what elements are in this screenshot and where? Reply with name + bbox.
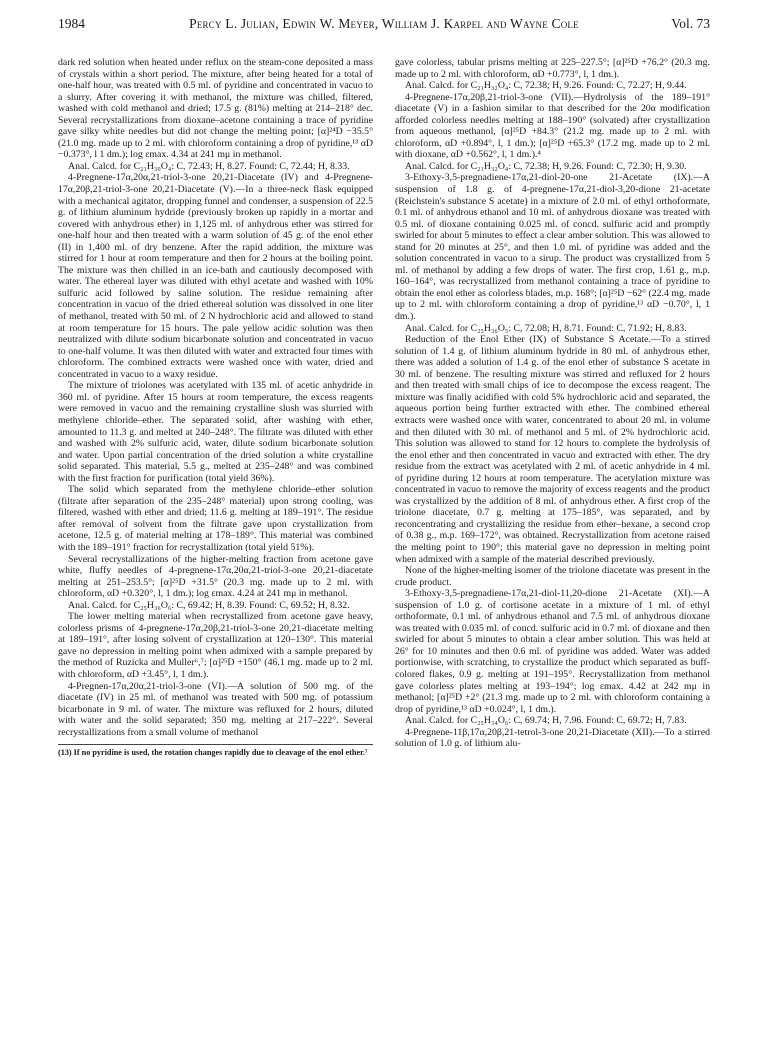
volume-number: Vol. 73: [671, 16, 710, 31]
left-column: [58, 57, 373, 758]
page-number: 1984: [58, 16, 85, 31]
right-column-paragraph: Anal. Calcd. for C₂₅H₃₄O₆: C, 69.74; H, 7.96. Found: C, 69.72; H, 7.83.: [405, 715, 687, 727]
left-column-paragraph: 4-Pregnene-17α,20α,21-triol-3-one 20,21-Diacetate (IV) and 4-Pregnene-17α,20β,21-triol-3-one 20,21-Diacetate (V).—In a three-neck flask equipped with a mechanical agitator, dropping funnel and condenser, a suspension of 22.5 g. of lithium aluminum hydride (previously broken up rapidly in a mortar and covered with anhydrous ether) in 1,125 ml. of anhydrous ether was stirred for one-half hour and then treated with a warm solution of 45 g. of the enol ether (II) in 1,400 ml. of dry benzene. After the rapid addition, the mixture was stirred for 1 hour at room temperature and then for 2 hours at the boiling point. The mixture was then chilled in an ice-bath and cautiously decomposed with water. The ethereal layer was diluted with ethyl acetate and washed with 10% sulfuric acid followed by saline solution. The residue remaining after concentration in vacuo of the dried ethereal solution was dissolved in one liter of methanol, treated with 50 ml. of 2 N hydrochloric acid and allowed to stand at room temperature for 15 hours. The pale yellow acidic solution was then neutralized with dilute sodium bicarbonate solution and concentrated in vacuo to one-half volume. It was then diluted with water and extracted four times with chloroform. The combined extracts were washed once with water, dried and concentrated in vacuo to a waxy residue.: [58, 172, 373, 380]
footnote: (13) If no pyridine is used, the rotation changes rapidly due to cleavage of the enol ether.⁷: [58, 744, 373, 758]
left-column-paragraph: dark red solution when heated under reflux on the steam-cone deposited a mass of crystals within a short period. The mixture, after being heated for a total of one-half hour, was treated with 0.5 ml. of pyridine and concentrated in vacuo to a slurry. After covering it with methanol, the mixture was chilled, filtered, washed with cold methanol and dried; 17.5 g. (81%) melting at 214–218° dec. Several recrystallizations from dioxane–acetone containing a trace of pyridine gave silky white needles but did not change the melting point; [α]²⁴D −35.5° (21.0 mg. made up to 2 ml. with chloroform containing a drop of pyridine,¹³ αD −0.373°, l 1 dm.); log εmax. 4.34 at 241 mμ in methanol.: [58, 57, 373, 161]
left-column-paragraph: Anal. Calcd. for C₂₁H₃₀O₄: C, 72.43; H, 8.27. Found: C, 72.44; H, 8.33.: [68, 160, 350, 172]
left-column-paragraph: The mixture of triolones was acetylated with 135 ml. of acetic anhydride in 360 ml. of pyridine. After 15 hours at room temperature, the excess reagents were removed in vacuo and the remaining crystalline slush was slurried with methylene chloride–ether. The separated solid, after washing with ether, amounted to 11.3 g. and melted at 240–248°. The filtrate was diluted with ether and washed with 2% sulfuric acid, water, dilute sodium bicarbonate solution and water. Upon partial concentration of the dried solution a white crystalline solid separated. This material, 5.5 g., melted at 235–248° and was combined with the first fraction for purification (total yield 36%).: [58, 380, 373, 484]
running-authors: Percy L. Julian, Edwin W. Meyer, William J. Karpel and Wayne Cole: [189, 16, 579, 31]
left-column-paragraph: The solid which separated from the methylene chloride–ether solution (filtrate after separation of the 235–248° material) upon strong cooling, was filtered, washed with ether and dried; 11.6 g. melting at 189–191°. The residue after removal of solvent from the filtrate gave upon crystallization from acetone, 12.5 g. of material melting at 178–189°. This material was combined with the 189–191° fraction for recrystallization (total yield 51%).: [58, 484, 373, 553]
left-column-paragraph: Several recrystallizations of the higher-melting fraction from acetone gave white, fluffy needles of 4-pregnene-17α,20α,21-triol-3-one 20,21-diacetate melting at 251–253.5°; [α]²⁵D +31.5° (20.3 mg. made up to 2 ml. with chloroform, αD +0.320°, l, 1 dm.); log εmax. 4.24 at 241 mμ in methanol.: [58, 553, 373, 600]
right-column-paragraph: 4-Pregnene-11β,17α,20β,21-tetrol-3-one 20,21-Diacetate (XII).—To a stirred solution of 1.0 g. of lithium alu-: [395, 726, 710, 750]
right-column-paragraph: None of the higher-melting isomer of the triolone diacetate was present in the crude product.: [395, 565, 710, 588]
running-header: [58, 12, 710, 36]
left-column-paragraph: 4-Pregnen-17α,20α,21-triol-3-one (VI).—A solution of 500 mg. of the diacetate (IV) in 25 ml. of methanol was treated with 500 mg. of potassium bicarbonate in 9 ml. of water. The mixture was refluxed for 2 hours, diluted with water and the solid separated; 350 mg. melting at 217–222°. Several recrystallizations from a small volume of methanol: [58, 680, 373, 738]
right-column-paragraph: gave colorless, tabular prisms melting at 225–227.5°; [α]²⁵D +76.2° (20.3 mg. made up to 2 ml. with chloroform, αD +0.773°, l, 1 dm.).: [395, 57, 710, 80]
right-column-paragraph: Anal. Calcd. for C₂₁H₃₂O₄: C, 72.38; H, 9.26. Found: C, 72.27; H, 9.44.: [405, 80, 687, 92]
right-column: [395, 57, 710, 750]
right-column-paragraph: 3-Ethoxy-3,5-pregnadiene-17α,21-diol-20-one 21-Acetate (IX).—A suspension of 1.8 g. of 4-pregnene-17α,21-diol-3,20-dione 21-acetate (Reichstein's substance S acetate) in a mixture of 2.0 ml. of ethyl orthoformate, 0.1 ml. of anhydrous ethanol and 10 ml. of anhydrous dioxane was treated with 0.5 ml. of dioxane containing 0.025 ml. of concd. sulfuric acid and promptly swirled for about 5 minutes to effect a clear amber solution. This was allowed to stand for 20 minutes at 25°, and then 1.0 ml. of pyridine was added and the solution concentrated in vacuo to a sirup. The product was crystallized from 5 ml. of methanol by adding a few drops of water. The first crop, 1.61 g., m.p. 160–164°, was recrystallized from methanol containing a trace of pyridine to obtain the enol ether as colorless blades, m.p. 168°; [α]²⁵D −62° (22.4 mg. made up to 2 ml. with chloroform containing a drop of pyridine,¹³ αD −0.70°, l, 1 dm.).: [395, 172, 710, 323]
right-column-paragraph: Anal. Calcd. for C₂₅H₃₆O₅: C, 72.08; H, 8.71. Found: C, 71.92; H, 8.83.: [405, 322, 687, 334]
left-column-paragraph: The lower melting material when recrystallized from acetone gave heavy, colorless prisms of 4-pregnene-17α,20β,21-triol-3-one 20,21-diacetate melting at 189–191°, after losing solvent of crystallization at 120–130°. This material gave no depression in melting point when admixed with a sample prepared by the method of Ruzicka and Muller⁶,⁷; [α]²⁵D +150° (46.1 mg. made up to 2 ml. with chloroform, αD +3.45°, l, 1 dm.).: [58, 611, 373, 680]
left-column-paragraph: Anal. Calcd. for C₂₅H₃₆O₆: C, 69.42; H, 8.39. Found: C, 69.52; H, 8.32.: [68, 599, 350, 611]
right-column-paragraph: Anal. Calcd. for C₂₁H₃₂O₄: C, 72.38; H, 9.26. Found: C, 72.30; H, 9.30.: [405, 160, 687, 172]
right-column-paragraph: 3-Ethoxy-3,5-pregnadiene-17α,21-diol-11,20-dione 21-Acetate (XI).—A suspension of 1.0 g. of cortisone acetate in a mixture of 1 ml. of ethyl orthoformate, 0.1 ml. of anhydrous ethanol and 7.5 ml. of anhydrous dioxane was treated with 0.035 ml. of concd. sulfuric acid in 0.7 ml. of dioxane and then swirled for about 5 minutes to obtain a clear amber solution. This was held at 26° for 10 minutes and then 0.6 ml. of pyridine was added. Water was added portionwise, with scratching, to crystallize the product which separated as buff-colored flakes, 0.9 g. melting at 191–195°. Recrystallization from methanol gave colorless plates melting at 193–194°; log εmax. 4.42 at 242 mμ in methanol; [α]²⁵D +2° (21.3 mg. made up to 2 ml. with chloroform containing a drop of pyridine,¹³ αD +0.024°, l, 1 dm.).: [395, 588, 710, 715]
right-column-paragraph: 4-Pregnene-17α,20β,21-triol-3-one (VII).—Hydrolysis of the 189–191° diacetate (V) in a fashion similar to that described for the 20α modification afforded colorless needles melting at 188–190° (solvated) after crystallization from aqueous methanol, [α]²⁵D +84.3° (21.2 mg. made up to 2 ml. with chloroform, αD +0.894°, l, 1 dm.); [α]²⁵D +65.3° (17.2 mg. made up to 2 ml. with dioxane, αD +0.562°, l, 1 dm.).⁴: [395, 91, 710, 161]
right-column-paragraph: Reduction of the Enol Ether (IX) of Substance S Acetate.—To a stirred solution of 1.4 g. of lithium aluminum hydride in 80 ml. of anhydrous ether, there was added a solution of 1.4 g. of the enol ether of substance S acetate in 30 ml. of benzene. The resulting mixture was stirred and refluxed for 2 hours and then treated with small chips of ice to decompose the excess reagent. The mixture was finally acidified with cold 5% hydrochloric acid and separated, the aqueous portion being further extracted with ether. The combined ethereal extracts were washed once with water, concentrated to about 20 ml. in volume and then diluted with 30 ml. of methanol and 5 ml. of 2% hydrochloric acid. This solution was allowed to stand for 12 hours to complete the hydrolysis of the enol ether and then concentrated in vacuo and extracted with ether. The dry residue from the extract was acetylated with 2 ml. of acetic anhydride in 4 ml. of pyridine during 12 hours at room temperature. The acetylation mixture was concentrated in vacuo to remove the majority of excess reagents and the product was crystallized by the addition of 8 ml. of anhydrous ether. A first crop of the triolone diacetate, 0.7 g. melting at 175–185°, was separated, and by reconcentrating and crystallizing the residue from ether–hexane, a second crop of 0.38 g., m.p. 169–172°, was obtained. Recrystallization from acetone raised the melting point to 190°; this material gave no depression in melting point when admixed with a sample of the material described previously.: [395, 334, 711, 565]
